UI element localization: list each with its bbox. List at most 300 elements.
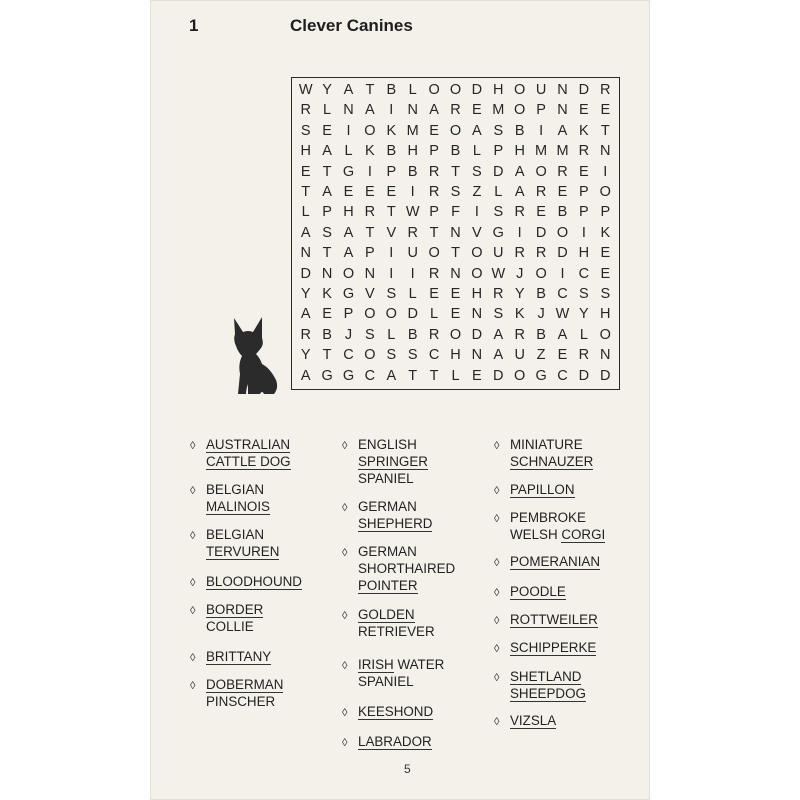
bullet-icon: ◊ (342, 547, 348, 559)
grid-letter-r9-c10[interactable]: J (516, 265, 524, 282)
grid-letter-r8-c9[interactable]: U (493, 245, 504, 262)
word-miniature-schnauzer (494, 436, 593, 470)
grid-letter-r14-c3[interactable]: C (364, 367, 376, 384)
grid-letter-r8-c3[interactable]: P (365, 245, 375, 262)
grid-letter-r3-c5[interactable]: H (407, 143, 418, 160)
grid-letter-r9-c3[interactable]: N (364, 265, 376, 282)
grid-letter-r8-c0[interactable]: N (300, 245, 311, 262)
grid-letter-r1-c9[interactable]: M (492, 102, 505, 119)
grid-letter-r14-c6[interactable]: T (429, 367, 439, 384)
bullet-icon: ◊ (190, 605, 196, 617)
grid-letter-r5-c10[interactable]: A (514, 183, 525, 200)
grid-letter-r2-c8[interactable]: A (472, 122, 482, 139)
grid-letter-r5-c12[interactable]: E (557, 183, 568, 200)
grid-letter-r0-c9[interactable]: H (493, 81, 504, 98)
grid-letter-r1-c1[interactable]: L (323, 102, 332, 119)
hidden-word-segment: POINTER (358, 578, 418, 593)
grid-letter-r14-c11[interactable]: G (535, 367, 547, 384)
hidden-word-segment: VIZSLA (510, 713, 557, 728)
grid-letter-r10-c6[interactable]: E (429, 285, 439, 302)
grid-letter-r14-c5[interactable]: T (408, 367, 418, 384)
bullet-icon: ◊ (494, 440, 500, 452)
grid-letter-r0-c0[interactable]: W (298, 81, 313, 98)
word-vizsla (494, 712, 556, 729)
grid-letter-r8-c13[interactable]: H (578, 245, 590, 262)
grid-letter-r11-c14[interactable]: H (600, 306, 611, 323)
book-page (150, 0, 650, 800)
grid-letter-r14-c9[interactable]: D (493, 367, 504, 384)
grid-letter-r2-c14[interactable]: T (600, 122, 610, 139)
grid-letter-r4-c12[interactable]: R (557, 163, 568, 180)
grid-letter-r9-c2[interactable]: O (342, 265, 355, 282)
grid-letter-r4-c7[interactable]: T (451, 163, 460, 180)
grid-letter-r7-c12[interactable]: O (556, 224, 569, 241)
word-belgian-malinois (190, 481, 270, 515)
grid-letter-r7-c6[interactable]: T (429, 224, 439, 241)
grid-letter-r1-c13[interactable]: E (579, 102, 589, 119)
word-shetland-sheepdog (494, 668, 586, 702)
grid-letter-r8-c4[interactable]: I (389, 245, 394, 262)
grid-letter-r5-c0[interactable]: T (301, 183, 311, 200)
grid-letter-r8-c2[interactable]: A (343, 245, 354, 262)
grid-letter-r7-c13[interactable]: I (581, 224, 586, 241)
grid-letter-r7-c4[interactable]: V (386, 224, 397, 241)
grid-letter-r4-c9[interactable]: D (493, 163, 504, 180)
grid-letter-r0-c1[interactable]: Y (322, 81, 332, 98)
grid-letter-r12-c12[interactable]: A (557, 326, 568, 343)
grid-letter-r10-c3[interactable]: V (365, 285, 375, 302)
grid-letter-r3-c10[interactable]: H (514, 143, 525, 160)
grid-letter-r14-c0[interactable]: A (300, 367, 311, 384)
grid-letter-r4-c4[interactable]: P (386, 163, 397, 180)
word-line (510, 611, 598, 628)
grid-letter-r6-c12[interactable]: B (557, 204, 568, 221)
grid-letter-r11-c1[interactable]: E (322, 306, 332, 323)
grid-letter-r11-c12[interactable]: W (555, 306, 570, 323)
grid-letter-r10-c4[interactable]: S (386, 285, 397, 302)
grid-letter-r5-c9[interactable]: L (494, 183, 503, 200)
bullet-icon: ◊ (494, 485, 500, 497)
grid-letter-r7-c0[interactable]: A (300, 224, 311, 241)
grid-letter-r2-c6[interactable]: E (429, 122, 439, 139)
grid-letter-r0-c3[interactable]: T (365, 81, 375, 98)
grid-letter-r14-c13[interactable]: D (578, 367, 590, 384)
grid-letter-r13-c6[interactable]: C (428, 347, 440, 364)
grid-letter-r1-c7[interactable]: R (450, 102, 461, 119)
grid-letter-r9-c9[interactable]: W (491, 265, 506, 282)
grid-letter-r2-c5[interactable]: M (406, 122, 419, 139)
grid-letter-r2-c1[interactable]: E (322, 122, 332, 139)
grid-letter-r11-c4[interactable]: O (385, 306, 397, 323)
grid-letter-r0-c11[interactable]: U (535, 81, 547, 98)
grid-letter-r13-c8[interactable]: N (471, 347, 483, 364)
grid-letter-r3-c4[interactable]: B (386, 143, 397, 160)
word-line (358, 498, 432, 515)
grid-letter-r7-c9[interactable]: G (492, 224, 504, 241)
grid-letter-r10-c14[interactable]: S (600, 285, 611, 302)
grid-letter-r7-c8[interactable]: V (472, 224, 482, 241)
word-segment: COLLIE (206, 619, 254, 634)
word-keeshond (342, 703, 433, 720)
grid-letter-r0-c6[interactable]: O (428, 81, 440, 98)
bullet-icon: ◊ (190, 680, 196, 692)
grid-letter-r5-c14[interactable]: O (599, 183, 611, 200)
grid-letter-r2-c7[interactable]: O (449, 122, 462, 139)
grid-letter-r4-c10[interactable]: A (514, 163, 525, 180)
bullet-icon: ◊ (190, 652, 196, 664)
word-line (358, 673, 444, 690)
grid-letter-r8-c14[interactable]: E (600, 245, 611, 262)
grid-letter-r9-c12[interactable]: I (560, 265, 565, 282)
grid-letter-r9-c5[interactable]: I (410, 265, 415, 282)
grid-letter-r7-c5[interactable]: R (407, 224, 418, 241)
word-bloodhound (190, 573, 302, 590)
grid-letter-r1-c2[interactable]: N (343, 102, 354, 119)
grid-letter-r10-c1[interactable]: K (322, 285, 332, 302)
grid-letter-r13-c3[interactable]: O (364, 347, 376, 364)
word-poodle (494, 583, 566, 600)
word-search-grid[interactable] (291, 77, 620, 390)
grid-letter-r5-c6[interactable]: R (428, 183, 440, 200)
grid-letter-r2-c11[interactable]: I (539, 122, 544, 139)
grid-letter-r1-c12[interactable]: N (557, 102, 568, 119)
grid-letter-r8-c1[interactable]: T (322, 245, 332, 262)
grid-letter-r1-c10[interactable]: O (514, 102, 526, 119)
grid-letter-r13-c5[interactable]: S (407, 347, 418, 364)
grid-letter-r12-c10[interactable]: R (514, 326, 525, 343)
grid-letter-r13-c0[interactable]: Y (300, 347, 311, 364)
word-segment: GERMAN (358, 544, 417, 559)
hidden-word-segment: SCHIPPERKE (510, 640, 597, 655)
grid-letter-r7-c10[interactable]: I (517, 224, 522, 241)
grid-letter-r10-c5[interactable]: L (408, 285, 417, 302)
grid-letter-r9-c7[interactable]: N (450, 265, 461, 282)
grid-letter-r9-c4[interactable]: I (389, 265, 394, 282)
grid-letter-r14-c7[interactable]: L (451, 367, 460, 384)
grid-letter-r13-c11[interactable]: Z (536, 347, 546, 364)
grid-letter-r11-c0[interactable]: A (300, 306, 311, 323)
grid-letter-r11-c9[interactable]: S (493, 306, 504, 323)
word-border-collie (190, 601, 263, 635)
grid-letter-r10-c10[interactable]: Y (514, 285, 525, 302)
word-segment: BELGIAN (206, 482, 265, 497)
grid-letter-r5-c11[interactable]: R (535, 183, 547, 200)
grid-letter-r12-c9[interactable]: A (493, 326, 504, 343)
grid-letter-r4-c8[interactable]: S (472, 163, 482, 180)
bullet-icon: ◊ (494, 643, 500, 655)
grid-letter-r11-c6[interactable]: L (430, 306, 439, 323)
grid-letter-r4-c14[interactable]: I (603, 163, 608, 180)
grid-letter-r5-c3[interactable]: E (365, 183, 375, 200)
grid-letter-r0-c4[interactable]: B (386, 81, 397, 98)
grid-letter-r3-c8[interactable]: L (472, 143, 481, 160)
word-line (358, 703, 433, 720)
word-line (510, 526, 605, 543)
grid-letter-r9-c8[interactable]: O (471, 265, 483, 282)
grid-letter-r4-c13[interactable]: E (579, 163, 589, 180)
grid-letter-r2-c9[interactable]: S (493, 122, 504, 139)
grid-letter-r2-c4[interactable]: K (386, 122, 397, 139)
grid-letter-r7-c7[interactable]: N (450, 224, 461, 241)
grid-letter-r13-c10[interactable]: U (514, 347, 525, 364)
word-rottweiler (494, 611, 598, 628)
hidden-word-segment: SHEPHERD (358, 516, 433, 531)
grid-letter-r4-c6[interactable]: R (428, 163, 440, 180)
grid-letter-r9-c0[interactable]: D (300, 265, 311, 282)
grid-letter-r11-c10[interactable]: K (514, 306, 525, 323)
word-segment: MINIATURE (510, 437, 583, 452)
grid-letter-r12-c4[interactable]: L (387, 326, 396, 343)
grid-letter-r7-c2[interactable]: A (343, 224, 354, 241)
grid-letter-r5-c8[interactable]: Z (472, 183, 482, 200)
grid-letter-r13-c12[interactable]: E (557, 347, 568, 364)
grid-letter-r6-c10[interactable]: R (514, 204, 525, 221)
word-line (510, 712, 556, 729)
grid-letter-r2-c10[interactable]: B (514, 122, 525, 139)
hidden-word-segment: ROTTWEILER (510, 612, 598, 627)
bullet-icon: ◊ (494, 513, 500, 525)
grid-letter-r14-c2[interactable]: G (342, 367, 355, 384)
grid-letter-r10-c11[interactable]: B (536, 285, 546, 302)
word-line (358, 470, 428, 487)
grid-letter-r3-c13[interactable]: R (578, 143, 590, 160)
grid-letter-r3-c14[interactable]: N (600, 143, 611, 160)
grid-letter-r3-c3[interactable]: K (365, 143, 375, 160)
grid-letter-r1-c6[interactable]: A (429, 102, 439, 119)
grid-letter-r5-c5[interactable]: I (410, 183, 415, 200)
grid-letter-r12-c7[interactable]: O (449, 326, 462, 343)
grid-letter-r1-c8[interactable]: E (472, 102, 482, 119)
grid-letter-r12-c5[interactable]: B (407, 326, 418, 343)
hidden-word-segment: AUSTRALIAN (206, 437, 291, 452)
word-line (206, 543, 279, 560)
grid-letter-r6-c1[interactable]: P (322, 204, 332, 221)
grid-letter-r8-c7[interactable]: T (451, 245, 460, 262)
grid-letter-r1-c11[interactable]: P (536, 102, 546, 119)
grid-letter-r0-c5[interactable]: L (408, 81, 417, 98)
grid-letter-r12-c1[interactable]: B (322, 326, 332, 343)
grid-letter-r0-c13[interactable]: D (578, 81, 590, 98)
grid-letter-r6-c8[interactable]: I (474, 204, 479, 221)
grid-letter-r10-c12[interactable]: C (557, 285, 568, 302)
bullet-icon: ◊ (342, 737, 348, 749)
word-segment: SPANIEL (358, 674, 414, 689)
grid-letter-r3-c6[interactable]: P (429, 143, 439, 160)
puzzle-title: Clever Canines (290, 16, 413, 35)
grid-letter-r10-c0[interactable]: Y (300, 285, 311, 302)
word-line (358, 623, 435, 640)
grid-letter-r3-c7[interactable]: B (450, 143, 461, 160)
grid-letter-r4-c1[interactable]: T (322, 163, 332, 180)
grid-letter-r7-c11[interactable]: D (535, 224, 547, 241)
grid-letter-r14-c14[interactable]: D (600, 367, 611, 384)
grid-letter-r4-c11[interactable]: O (535, 163, 547, 180)
grid-letter-r8-c10[interactable]: R (514, 245, 525, 262)
grid-letter-r0-c12[interactable]: N (557, 81, 568, 98)
grid-letter-r9-c6[interactable]: R (428, 265, 440, 282)
grid-letter-r0-c14[interactable]: R (600, 81, 611, 98)
grid-letter-r13-c1[interactable]: T (322, 347, 332, 364)
grid-letter-r1-c3[interactable]: A (365, 102, 375, 119)
grid-letter-r4-c5[interactable]: B (407, 163, 418, 180)
word-segment: RETRIEVER (358, 624, 435, 639)
grid-letter-r6-c7[interactable]: F (451, 204, 460, 221)
grid-letter-r10-c13[interactable]: S (579, 285, 589, 302)
grid-letter-r3-c11[interactable]: M (535, 143, 548, 160)
grid-letter-r7-c3[interactable]: T (365, 224, 375, 241)
word-segment: BELGIAN (206, 527, 265, 542)
grid-letter-r9-c11[interactable]: O (535, 265, 547, 282)
grid-letter-r6-c2[interactable]: H (343, 204, 354, 221)
grid-letter-r5-c4[interactable]: E (386, 183, 397, 200)
word-irish-water-spaniel (342, 656, 444, 690)
grid-letter-r1-c0[interactable]: R (300, 102, 311, 119)
word-line (206, 601, 263, 618)
word-segment: PINSCHER (206, 694, 276, 709)
grid-letter-r6-c6[interactable]: P (429, 204, 439, 221)
hidden-word-segment: POMERANIAN (510, 554, 601, 569)
grid-letter-r4-c0[interactable]: E (300, 163, 311, 180)
word-line (510, 668, 586, 685)
word-english-springer-spaniel (342, 436, 428, 487)
grid-letter-r14-c4[interactable]: A (386, 367, 397, 384)
grid-letter-r9-c14[interactable]: E (600, 265, 611, 282)
word-schipperke (494, 639, 596, 656)
word-pembroke-welsh-corgi (494, 509, 605, 543)
grid-letter-r6-c11[interactable]: E (536, 204, 546, 221)
grid-letter-r6-c5[interactable]: W (405, 204, 420, 221)
word-german-shepherd (342, 498, 432, 532)
grid-letter-r8-c6[interactable]: O (428, 245, 440, 262)
hidden-word-segment: IRISH (358, 657, 394, 672)
grid-letter-r6-c13[interactable]: P (579, 204, 589, 221)
word-belgian-tervuren (190, 526, 279, 560)
grid-letter-r12-c6[interactable]: R (428, 326, 440, 343)
grid-letter-r2-c0[interactable]: S (300, 122, 311, 139)
grid-letter-r2-c13[interactable]: K (579, 122, 589, 139)
grid-letter-r7-c14[interactable]: K (600, 224, 611, 241)
grid-letter-r2-c3[interactable]: O (364, 122, 376, 139)
grid-letter-r11-c3[interactable]: O (364, 306, 376, 323)
grid-letter-r10-c2[interactable]: G (342, 285, 355, 302)
grid-letter-r11-c11[interactable]: J (537, 306, 545, 323)
grid-letter-r10-c9[interactable]: R (493, 285, 504, 302)
grid-letter-r5-c1[interactable]: A (322, 183, 332, 200)
grid-letter-r9-c1[interactable]: N (321, 265, 333, 282)
grid-letter-r12-c11[interactable]: B (536, 326, 546, 343)
word-line (358, 515, 432, 532)
grid-letter-r11-c5[interactable]: D (407, 306, 418, 323)
grid-letter-r8-c12[interactable]: D (557, 245, 568, 262)
grid-letter-r0-c7[interactable]: O (449, 81, 462, 98)
grid-letter-r14-c1[interactable]: G (321, 367, 333, 384)
hidden-word-segment: BRITTANY (206, 649, 272, 664)
grid-letter-r6-c9[interactable]: S (493, 204, 504, 221)
grid-letter-r1-c4[interactable]: I (389, 102, 394, 119)
grid-letter-r2-c12[interactable]: A (557, 122, 568, 139)
grid-letter-r9-c13[interactable]: C (578, 265, 590, 282)
grid-letter-r3-c2[interactable]: L (344, 143, 353, 160)
grid-letter-r6-c0[interactable]: L (301, 204, 310, 221)
grid-letter-r14-c8[interactable]: E (472, 367, 482, 384)
grid-letter-r5-c13[interactable]: P (579, 183, 589, 200)
grid-letter-r0-c8[interactable]: D (471, 81, 483, 98)
grid-letter-r3-c0[interactable]: H (300, 143, 311, 160)
grid-letter-r8-c5[interactable]: U (407, 245, 418, 262)
grid-letter-r1-c5[interactable]: N (407, 102, 418, 119)
bullet-icon: ◊ (342, 610, 348, 622)
grid-letter-r13-c13[interactable]: R (578, 347, 590, 364)
word-segment: PEMBROKE (510, 510, 586, 525)
grid-letter-r3-c1[interactable]: A (322, 143, 332, 160)
grid-letter-r10-c8[interactable]: H (471, 285, 483, 302)
grid-letter-r8-c8[interactable]: O (471, 245, 483, 262)
grid-letter-r11-c7[interactable]: E (450, 306, 461, 323)
grid-letter-r11-c2[interactable]: P (343, 306, 354, 323)
grid-letter-r8-c11[interactable]: R (535, 245, 547, 262)
word-segment: GERMAN (358, 499, 417, 514)
grid-letter-r13-c2[interactable]: C (343, 347, 354, 364)
word-segment: WELSH (510, 527, 562, 542)
grid-letter-r1-c14[interactable]: E (600, 102, 611, 119)
grid-letter-r7-c1[interactable]: S (322, 224, 332, 241)
word-golden-retriever (342, 606, 435, 640)
grid-letter-r3-c12[interactable]: M (556, 143, 569, 160)
word-line (510, 436, 593, 453)
grid-letter-r13-c14[interactable]: N (600, 347, 611, 364)
hidden-word-segment: BORDER (206, 602, 264, 617)
grid-letter-r12-c2[interactable]: J (344, 326, 353, 343)
grid-letter-r12-c14[interactable]: O (599, 326, 611, 343)
grid-letter-r6-c3[interactable]: R (364, 204, 376, 221)
grid-letter-r12-c3[interactable]: S (365, 326, 375, 343)
hidden-word-segment: TERVUREN (206, 544, 280, 559)
bullet-icon: ◊ (494, 587, 500, 599)
bullet-icon: ◊ (190, 485, 196, 497)
grid-letter-r14-c10[interactable]: O (514, 367, 526, 384)
hidden-word-segment: SHETLAND (510, 669, 582, 684)
word-line (510, 639, 596, 656)
grid-letter-r5-c2[interactable]: E (343, 183, 354, 200)
grid-letter-r4-c3[interactable]: I (367, 163, 372, 180)
grid-letter-r14-c12[interactable]: C (557, 367, 568, 384)
grid-letter-r13-c4[interactable]: S (386, 347, 397, 364)
word-line (358, 436, 428, 453)
grid-letter-r12-c13[interactable]: L (579, 326, 588, 343)
word-segment: SHORTHAIRED (358, 561, 456, 576)
grid-letter-r6-c4[interactable]: T (386, 204, 396, 221)
grid-letter-r13-c9[interactable]: A (493, 347, 504, 364)
grid-letter-r10-c7[interactable]: E (450, 285, 461, 302)
grid-letter-r5-c7[interactable]: S (450, 183, 461, 200)
grid-letter-r12-c8[interactable]: D (471, 326, 483, 343)
grid-letter-r0-c10[interactable]: O (514, 81, 526, 98)
bullet-icon: ◊ (494, 557, 500, 569)
bullet-icon: ◊ (190, 577, 196, 589)
grid-letter-r3-c9[interactable]: P (493, 143, 504, 160)
grid-letter-r13-c7[interactable]: H (450, 347, 461, 364)
grid-letter-r2-c2[interactable]: I (346, 122, 351, 139)
grid-letter-r12-c0[interactable]: R (300, 326, 311, 343)
word-line (510, 553, 600, 570)
word-line (206, 498, 270, 515)
grid-letter-r11-c8[interactable]: N (471, 306, 483, 323)
grid-letter-r6-c14[interactable]: P (600, 204, 611, 221)
grid-letter-r4-c2[interactable]: G (342, 163, 355, 180)
grid-letter-r0-c2[interactable]: A (343, 81, 354, 98)
grid-letter-r11-c13[interactable]: Y (579, 306, 589, 323)
word-papillon (494, 481, 575, 498)
